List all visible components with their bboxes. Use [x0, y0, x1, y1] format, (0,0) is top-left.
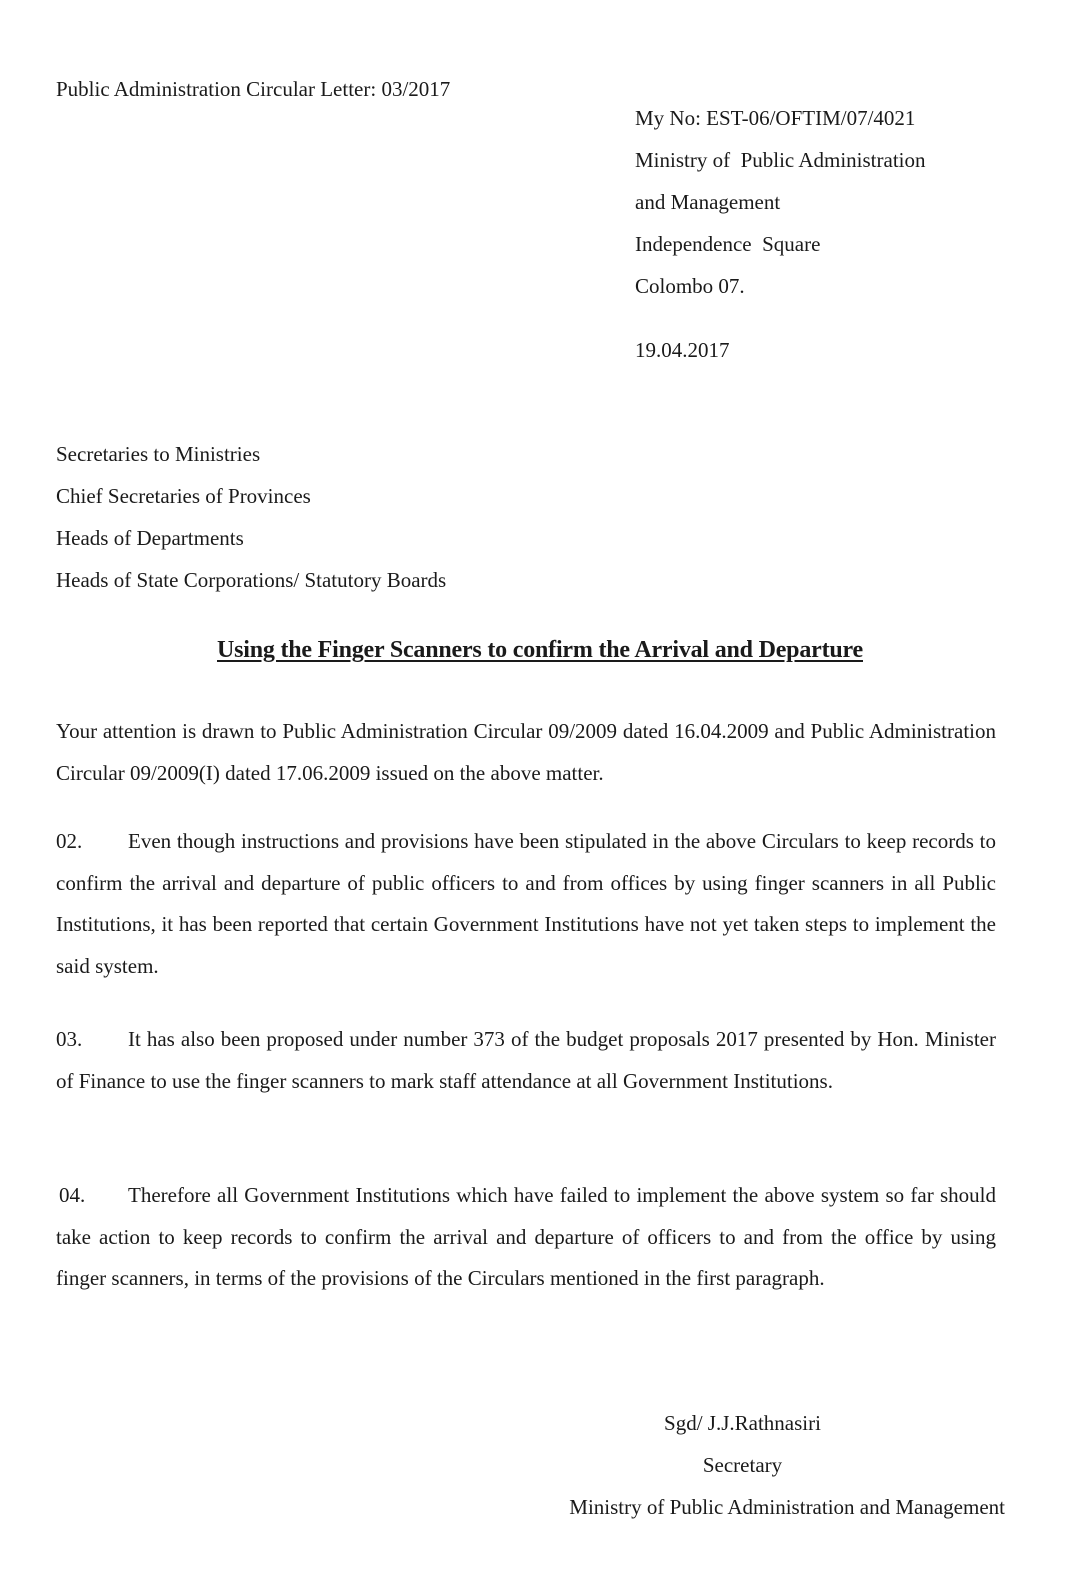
signatory-name: Sgd/ J.J.Rathnasiri — [664, 1411, 821, 1435]
paragraph-text: Your attention is drawn to Public Administration Circular 09/2009 dated 16.04.2009 and Public Administration Circular 09/2009(I) dated 17.06.2009 issued on the above matter. — [56, 719, 996, 785]
reference-number: My No: EST-06/OFTIM/07/4021 — [635, 106, 916, 130]
recipient: Heads of Departments — [56, 526, 244, 550]
sender-address-block — [635, 106, 926, 316]
recipients-list — [56, 442, 446, 610]
signatory-organization: Ministry of Public Administration and Management — [569, 1495, 1005, 1519]
recipient: Heads of State Corporations/ Statutory Boards — [56, 568, 447, 592]
signature-block — [480, 1411, 1005, 1537]
circular-reference: Public Administration Circular Letter: 03/2017 — [56, 77, 451, 101]
paragraph-03 — [56, 1019, 996, 1102]
ministry-name-line-1: Ministry of Public Administration — [635, 148, 926, 172]
recipient: Chief Secretaries of Provinces — [56, 484, 311, 508]
paragraph-number: 02. — [56, 829, 83, 853]
paragraph-number: 04. — [59, 1183, 86, 1207]
recipient: Secretaries to Ministries — [56, 442, 261, 466]
ministry-name-line-2: and Management — [635, 190, 781, 214]
paragraph-02 — [56, 821, 996, 987]
paragraph-01 — [56, 711, 996, 794]
paragraph-text: Even though instructions and provisions have been stipulated in the above Circulars to keep records to confirm the arrival and departure of public officers to and from offices by using finger scanners in all Public Institutions, it has been reported that certain Government Institutions have not yet taken steps to implement the said system. — [56, 829, 996, 978]
paragraph-04 — [56, 1175, 996, 1300]
paragraph-text: It has also been proposed under number 373 of the budget proposals 2017 presented by Hon. Minister of Finance to use the finger scanners to mark staff attendance at all Government Institutions. — [56, 1027, 996, 1093]
paragraph-number: 03. — [56, 1027, 83, 1051]
letter-date: 19.04.2017 — [635, 338, 730, 362]
paragraph-text: Therefore all Government Institutions which have failed to implement the above system so far should take action to keep records to confirm the arrival and departure of officers to and from the office by using finger scanners, in terms of the provisions of the Circulars mentioned in the first paragraph. — [56, 1183, 996, 1290]
subject-text: Using the Finger Scanners to confirm the Arrival and Departure — [217, 637, 863, 663]
subject-heading — [0, 636, 1080, 664]
address-street: Independence Square — [635, 232, 821, 256]
address-city: Colombo 07. — [635, 274, 745, 298]
signatory-title: Secretary — [702, 1453, 783, 1477]
